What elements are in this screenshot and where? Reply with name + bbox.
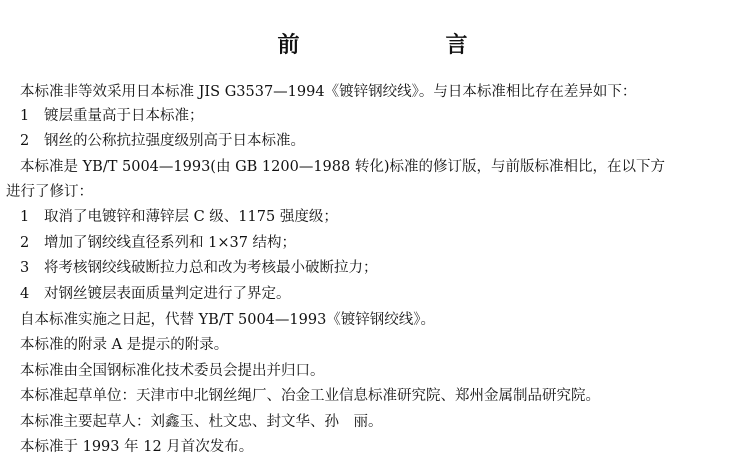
paragraph-replaces: 自本标准实施之日起，代替 YB/T 5004—1993《镀锌钢绞线》。 xyxy=(20,312,436,328)
revision-item xyxy=(20,233,296,253)
paragraph-proposer: 本标准由全国钢标准化技术委员会提出并归口。 xyxy=(20,363,325,379)
item-number: 1 xyxy=(20,108,30,124)
item-number: 2 xyxy=(20,133,30,149)
revision-item xyxy=(20,258,378,278)
item-number: 4 xyxy=(20,286,30,302)
paragraph-first-issue: 本标准于 1993 年 12 月首次发布。 xyxy=(20,439,254,455)
item-text: 将考核钢绞线破断拉力总和改为考核最小破断拉力； xyxy=(44,260,378,276)
revision-item xyxy=(20,284,291,304)
paragraph-drafters: 本标准主要起草人：刘鑫玉、杜文忠、封文华、孙 丽。 xyxy=(20,414,383,430)
item-text: 增加了钢绞线直径系列和 1×37 结构； xyxy=(44,235,297,251)
page-title: 前 言 xyxy=(277,33,530,58)
item-number: 1 xyxy=(20,209,30,225)
paragraph-revision: 本标准是 YB/T 5004—1993(由 GB 1200—1988 转化)标准的修订版，与前版标准相比，在以下方 xyxy=(20,159,665,175)
item-number: 2 xyxy=(20,235,30,251)
paragraph-appendix: 本标准的附录 A 是提示的附录。 xyxy=(20,337,229,353)
paragraph-revision-cont: 进行了修订： xyxy=(6,184,93,200)
difference-item xyxy=(20,106,204,126)
item-text: 钢丝的公称抗拉强度级别高于日本标准。 xyxy=(44,133,305,149)
item-text: 镀层重量高于日本标准； xyxy=(44,108,204,124)
difference-item xyxy=(20,131,305,151)
revision-item xyxy=(20,207,338,227)
item-text: 对钢丝镀层表面质量判定进行了界定。 xyxy=(44,286,291,302)
item-text: 取消了电镀锌和薄锌层 C 级、1175 强度级； xyxy=(44,209,338,225)
paragraph-intro: 本标准非等效采用日本标准 JIS G3537—1994《镀锌钢绞线》。与日本标准相比存在差异如下： xyxy=(20,84,637,100)
item-number: 3 xyxy=(20,260,30,276)
paragraph-drafting-units: 本标准起草单位：天津市中北钢丝绳厂、冶金工业信息标准研究院、郑州金属制品研究院。 xyxy=(20,388,600,404)
